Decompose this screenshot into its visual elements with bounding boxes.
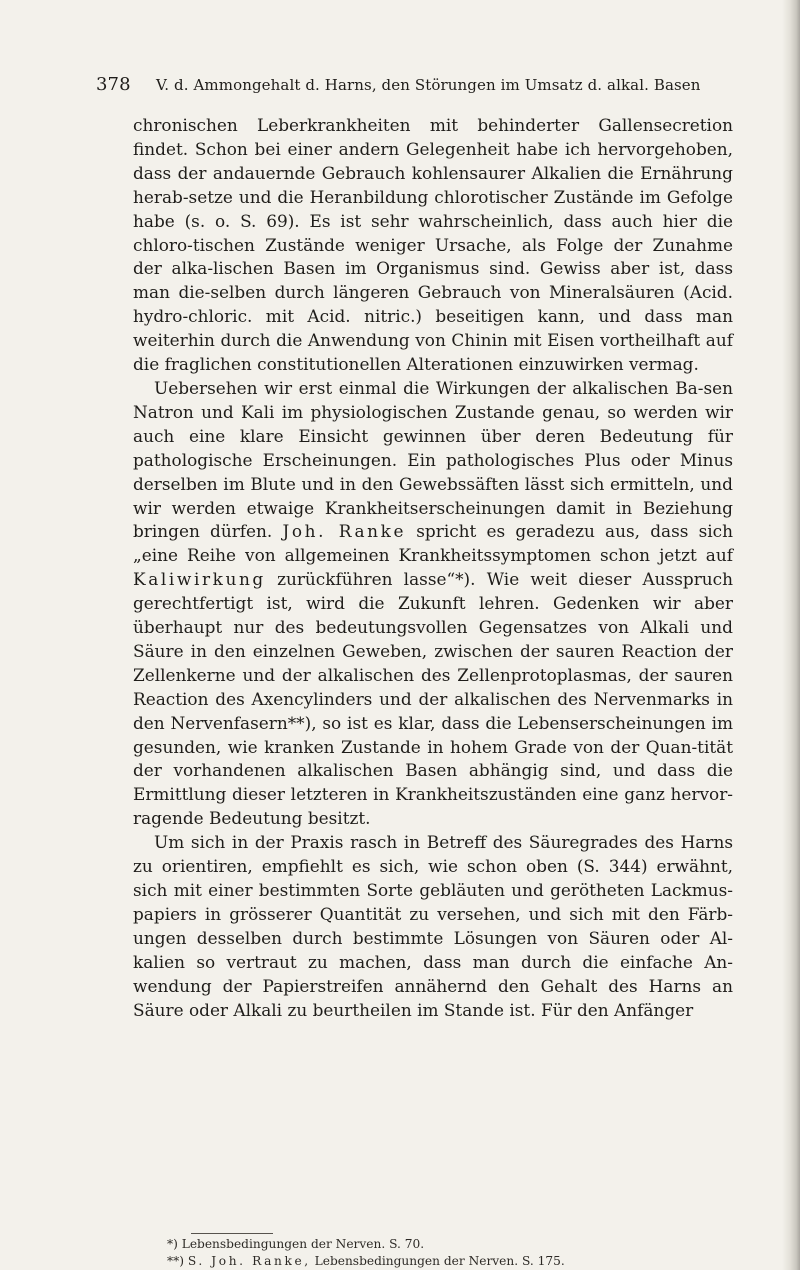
footnote-mark: *) xyxy=(167,1237,178,1251)
paragraph-2 xyxy=(133,377,733,831)
paragraph-text: chronischen Leberkrankheiten mit behinderter Gallensecretion findet. Schon bei einer andern Gelegenheit habe ich hervorgehoben, dass der andauernde Gebrauch kohlensaurer Alkalien die Ernährung herab-setze und die Heranbildung chlorotischer Zustände im Gefolge habe (s. o. S. 69). Es ist sehr wahrscheinlich, dass auch hier die chloro-tischen Zustände weniger Ursache, als Folge der Zunahme der alka-lischen Basen im Organismus sind. Gewiss aber ist, dass man die-selben durch längeren Gebrauch von Mineralsäuren (Acid. hydro-chloric. mit Acid. nitric.) beseitigen kann, und dass man weiterhin durch die Anwendung von Chinin mit Eisen vortheilhaft auf die fraglichen constitutionellen Alterationen einzuwirken vermag. xyxy=(133,115,733,375)
paragraph-text: Um sich in der Praxis rasch in Betreff des Säuregrades des Harns zu orientiren, empfiehlt es sich, wie schon oben (S. 344) erwähnt, sich mit einer bestimmten Sorte gebläuten und gerötheten Lackmus-papiers in grösserer Quantität zu versehen, und sich mit den Färb-ungen desselben durch bestimmte Lösungen von Säuren oder Al-kalien so vertraut zu machen, dass man durch die einfache An-wendung der Papierstreifen annähernd den Gehalt des Harns an Säure oder Alkali zu beurtheilen im Stande ist. Für den Anfänger xyxy=(133,832,733,1020)
page-number: 378 xyxy=(96,74,131,95)
paragraph-text-part-1: Uebersehen wir erst einmal die Wirkungen der alkalischen Ba-sen Natron und Kali im physiologischen Zustande genau, so werden wir auch eine klare Einsicht gewinnen über deren Bedeutung für pathologische Erscheinungen. Ein pathologisches Plus oder Minus derselben im Blute und in den Gewebssäften lässt sich ermitteln, und wir werden etwaige Krankheitserscheinungen damit in Beziehung bringen dürfen. xyxy=(133,377,733,542)
emphasized-term-kaliwirkung: Kaliwirkung xyxy=(133,569,266,590)
main-text xyxy=(133,114,733,1022)
footnotes xyxy=(167,1236,687,1270)
footnote-text: Lebensbedingungen der Nerven. S. 70. xyxy=(181,1237,425,1251)
footnote-separator xyxy=(191,1233,273,1234)
running-title: V. d. Ammongehalt d. Harns, den Störungen im Umsatz d. alkal. Basen xyxy=(156,76,701,94)
footnote-text: Lebensbedingungen der Nerven. S. 175. xyxy=(314,1254,565,1268)
paragraph-text-part-3: zurückführen lasse“*). Wie weit dieser Ausspruch gerechtfertigt ist, wird die Zukunft lehren. Gedenken wir aber überhaupt nur des bedeutungsvollen Gegensatzes von Alkali und Säure in den einzelnen Geweben, zwischen der sauren Reaction der Zellenkerne und der alkalischen des Zellenprotoplasmas, der sauren Reaction des Axencylinders und der alkalischen des Nervenmarks in den Nervenfasern**), so ist es klar, dass die Lebenserscheinungen im gesunden, wie kranken Zustande in hohem Grade von der Quan-tität der vorhandenen alkalischen Basen abhängig sind, und dass die Ermittlung dieser letzteren in Krankheitszuständen eine ganz hervor-ragende Bedeutung besitzt. xyxy=(133,569,733,829)
author-name-ranke: Joh. Ranke xyxy=(282,521,407,542)
page-edge-shadow xyxy=(782,0,800,1270)
paragraph-3 xyxy=(133,831,733,1022)
footnote-mark: **) xyxy=(167,1254,184,1268)
footnote-author: S. Joh. Ranke, xyxy=(187,1254,311,1268)
paragraph-text-part-2: spricht es geradezu aus, dass sich „eine Reihe von allgemeinen Krankheitssymptomen schon jetzt auf xyxy=(133,521,733,566)
paragraph-1 xyxy=(133,114,733,377)
footnote-2 xyxy=(167,1253,687,1270)
footnote-1 xyxy=(167,1236,687,1253)
page-header xyxy=(96,74,736,98)
